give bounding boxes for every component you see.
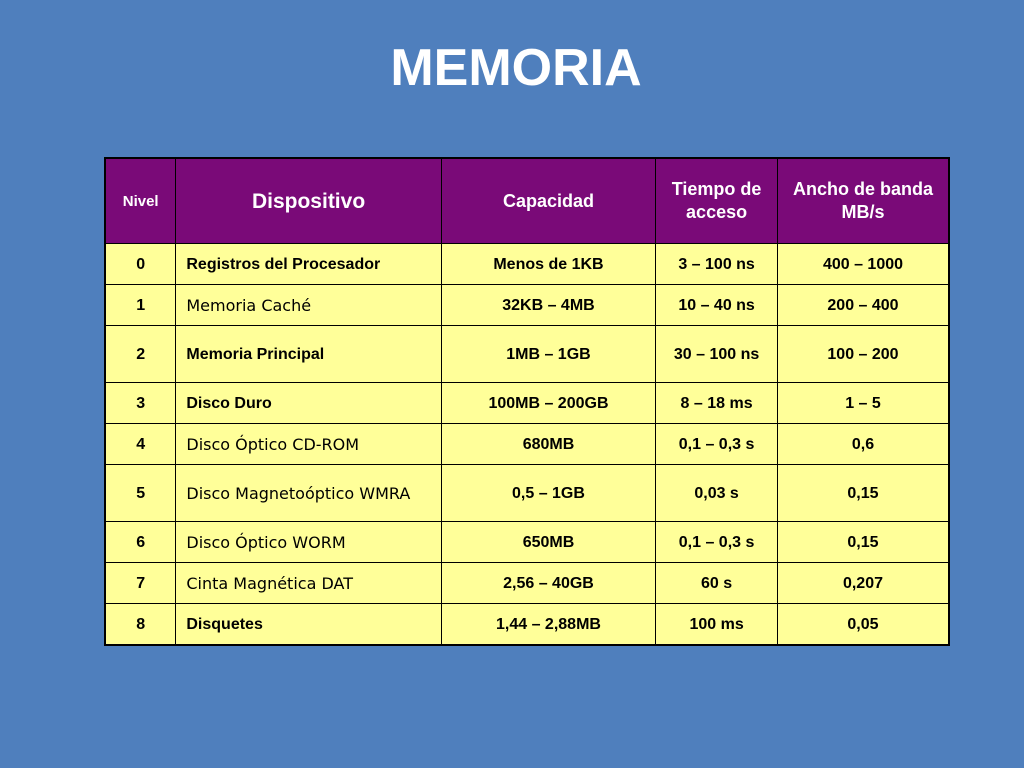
table-body — [105, 244, 949, 646]
cell-capacidad: 680MB — [441, 424, 655, 465]
cell-tiempo: 0,1 – 0,3 s — [656, 424, 778, 465]
cell-ancho: 100 – 200 — [777, 326, 949, 383]
slide-title: MEMORIA — [390, 39, 642, 97]
cell-tiempo: 100 ms — [656, 604, 778, 646]
cell-capacidad: Menos de 1KB — [441, 244, 655, 285]
table-row — [105, 244, 949, 285]
cell-nivel: 2 — [105, 326, 176, 383]
header-row — [105, 158, 949, 244]
cell-nivel: 3 — [105, 383, 176, 424]
cell-capacidad: 32KB – 4MB — [441, 285, 655, 326]
table-row — [105, 563, 949, 604]
table-row — [105, 465, 949, 522]
cell-nivel: 8 — [105, 604, 176, 646]
cell-ancho: 0,15 — [777, 522, 949, 563]
cell-ancho: 200 – 400 — [777, 285, 949, 326]
cell-capacidad: 650MB — [441, 522, 655, 563]
cell-dispositivo: Disquetes — [176, 604, 441, 646]
cell-ancho: 400 – 1000 — [777, 244, 949, 285]
cell-tiempo: 0,03 s — [656, 465, 778, 522]
cell-nivel: 4 — [105, 424, 176, 465]
cell-dispositivo: Disco Duro — [176, 383, 441, 424]
cell-nivel: 6 — [105, 522, 176, 563]
cell-capacidad: 1MB – 1GB — [441, 326, 655, 383]
header-capacidad: Capacidad — [441, 158, 655, 244]
cell-dispositivo: Cinta Magnética DAT — [176, 563, 441, 604]
header-nivel: Nivel — [105, 158, 176, 244]
cell-tiempo: 3 – 100 ns — [656, 244, 778, 285]
cell-dispositivo: Memoria Principal — [176, 326, 441, 383]
table-row — [105, 383, 949, 424]
cell-dispositivo: Disco Óptico WORM — [176, 522, 441, 563]
cell-nivel: 7 — [105, 563, 176, 604]
cell-tiempo: 10 – 40 ns — [656, 285, 778, 326]
header-dispositivo: Dispositivo — [176, 158, 441, 244]
memory-table — [104, 157, 950, 646]
cell-ancho: 0,207 — [777, 563, 949, 604]
cell-dispositivo: Memoria Caché — [176, 285, 441, 326]
table-row — [105, 604, 949, 646]
cell-tiempo: 8 – 18 ms — [656, 383, 778, 424]
cell-dispositivo: Disco Óptico CD-ROM — [176, 424, 441, 465]
table-row — [105, 326, 949, 383]
table-row — [105, 424, 949, 465]
table-row — [105, 522, 949, 563]
cell-ancho: 0,15 — [777, 465, 949, 522]
cell-capacidad: 1,44 – 2,88MB — [441, 604, 655, 646]
cell-capacidad: 2,56 – 40GB — [441, 563, 655, 604]
cell-ancho: 0,05 — [777, 604, 949, 646]
cell-capacidad: 0,5 – 1GB — [441, 465, 655, 522]
cell-capacidad: 100MB – 200GB — [441, 383, 655, 424]
cell-dispositivo: Disco Magnetoóptico WMRA — [176, 465, 441, 522]
header-ancho: Ancho de banda MB/s — [777, 158, 949, 244]
cell-tiempo: 60 s — [656, 563, 778, 604]
table-row — [105, 285, 949, 326]
cell-nivel: 1 — [105, 285, 176, 326]
cell-tiempo: 0,1 – 0,3 s — [656, 522, 778, 563]
header-tiempo: Tiempo de acceso — [656, 158, 778, 244]
cell-ancho: 0,6 — [777, 424, 949, 465]
cell-ancho: 1 – 5 — [777, 383, 949, 424]
table-header — [105, 158, 949, 244]
cell-tiempo: 30 – 100 ns — [656, 326, 778, 383]
cell-nivel: 5 — [105, 465, 176, 522]
cell-dispositivo: Registros del Procesador — [176, 244, 441, 285]
cell-nivel: 0 — [105, 244, 176, 285]
